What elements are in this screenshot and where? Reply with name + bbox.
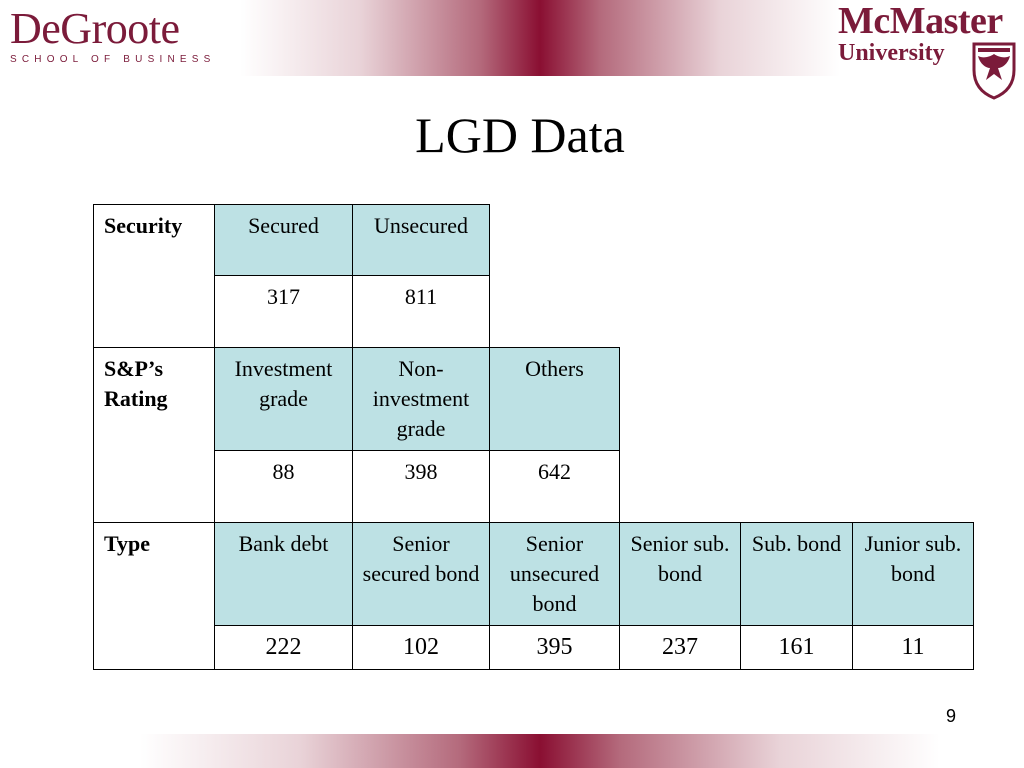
rating-value-cell: 88	[215, 451, 353, 523]
degroote-logo-name: DeGroote	[10, 4, 180, 53]
rating-value-cell: 398	[353, 451, 490, 523]
type-header-cell: Senior secured bond	[353, 523, 490, 626]
footer-gradient-band	[140, 734, 940, 768]
type-header-cell: Junior sub. bond	[853, 523, 974, 626]
type-header-cell: Bank debt	[215, 523, 353, 626]
security-header-cell: Unsecured	[353, 205, 490, 276]
rating-header-cell: Non-investment grade	[353, 348, 490, 451]
type-header-cell: Sub. bond	[741, 523, 853, 626]
header-gradient-band	[240, 0, 840, 76]
mcmaster-logo-subtitle: University	[838, 40, 945, 66]
lgd-data-table	[93, 204, 974, 670]
security-label: Security	[94, 205, 215, 348]
mcmaster-crest-icon	[968, 40, 1020, 100]
type-value-row	[94, 626, 974, 670]
security-header-cell: Secured	[215, 205, 353, 276]
type-value-cell: 222	[215, 626, 353, 670]
rating-value-row	[94, 451, 974, 523]
type-value-cell: 102	[353, 626, 490, 670]
mcmaster-logo-name: McMaster	[838, 0, 1003, 42]
degroote-logo	[10, 6, 240, 68]
rating-label: S&P’s Rating	[94, 348, 215, 523]
page-number: 9	[946, 706, 957, 726]
security-value-cell: 811	[353, 276, 490, 348]
rating-header-cell: Others	[490, 348, 620, 451]
rating-header-row	[94, 348, 974, 451]
rating-value-cell: 642	[490, 451, 620, 523]
rating-header-cell: Investment grade	[215, 348, 353, 451]
type-header-cell: Senior sub. bond	[620, 523, 741, 626]
type-value-cell: 237	[620, 626, 741, 670]
security-header-row	[94, 205, 974, 276]
mcmaster-logo	[838, 2, 1022, 102]
type-value-cell: 395	[490, 626, 620, 670]
type-value-cell: 11	[853, 626, 974, 670]
slide-title: LGD Data	[415, 107, 625, 163]
type-label: Type	[94, 523, 215, 670]
degroote-logo-subtitle: SCHOOL OF BUSINESS	[10, 54, 216, 65]
security-value-row	[94, 276, 974, 348]
type-header-row	[94, 523, 974, 626]
security-value-cell: 317	[215, 276, 353, 348]
type-value-cell: 161	[741, 626, 853, 670]
type-header-cell: Senior unsecured bond	[490, 523, 620, 626]
